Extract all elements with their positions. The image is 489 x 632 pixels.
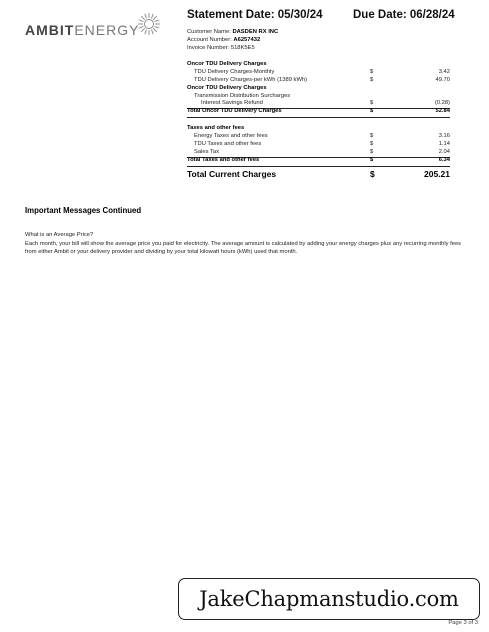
oncor-header-label: Oncor TDU Delivery Charges [187,61,267,67]
tax-amount: 3.16 [438,133,450,139]
grand-total-currency: $ [370,169,375,179]
ambit-energy-logo [25,12,165,40]
oncor-total-row [187,108,450,116]
oncor-header-label: Oncor TDU Delivery Charges [187,85,267,91]
tax-row [187,141,450,149]
messages-title: Important Messages Continued [25,206,142,215]
grand-total-amount: 205.21 [424,169,450,179]
starburst-icon [137,12,161,36]
tax-label: TDU Taxes and other fees [194,141,262,147]
average-price-question: What is an Average Price? [25,232,94,238]
tax-row [187,149,450,157]
charge-currency: $ [370,100,374,106]
tax-currency: $ [370,149,374,155]
charge-amount: 3.42 [438,69,450,75]
account-number-line [187,37,260,43]
grand-total-label: Total Current Charges [187,169,277,179]
total-label: Total Oncor TDU Delivery Charges [187,108,282,114]
account-number-label: Account Number: [187,37,232,43]
charge-label: TDU Delivery Charges-Monthly [194,69,275,75]
total-amount: 6.34 [438,157,450,163]
invoice-number-label: Invoice Number: [187,45,230,51]
oncor-section-header [187,61,450,69]
total-amount: 52.84 [435,108,450,114]
charge-label: TDU Delivery Charges-per kWh (1389 kWh) [194,77,308,83]
divider [187,166,450,167]
total-current-charges-row [187,169,450,181]
logo-wordmark [25,22,139,38]
logo-text-light: ENERGY [74,22,140,38]
charge-row [187,100,450,108]
taxes-header-label: Taxes and other fees [187,125,245,131]
transmission-label: Transmission Distribution Surcharges [194,93,291,99]
total-currency: $ [370,157,374,163]
watermark-text: JakeChapmanstudio.com [199,587,459,611]
tax-amount: 2.04 [438,149,450,155]
tax-label: Energy Taxes and other fees [194,133,268,139]
customer-name-label: Customer Name: [187,29,231,35]
taxes-section-header [187,125,450,133]
charge-currency: $ [370,77,374,83]
charge-currency: $ [370,69,374,75]
account-number-value: A6257432 [233,37,261,43]
due-date: Due Date: 06/28/24 [353,9,455,21]
taxes-total-row [187,157,450,165]
invoice-number-line [187,45,255,51]
tax-row [187,133,450,141]
customer-name-value: DASDEN RX INC [232,29,279,35]
statement-date: Statement Date: 05/30/24 [187,9,323,21]
oncor-section-header-2 [187,85,450,93]
total-label: Total Taxes and other fees [187,157,260,163]
total-currency: $ [370,108,374,114]
logo-text-bold: AMBIT [25,22,75,38]
charge-row [187,77,450,85]
page-number: Page 3 of 3 [448,620,478,626]
tax-currency: $ [370,141,374,147]
average-price-explanation: Each month, your bill will show the average price you paid for electricity. The average amount is calculated by adding your energy charges plus any recurring monthly fees from either Ambit or your delivery provider and dividing by your total kilowatt hours (kWh) used that month. [25,241,462,255]
tax-currency: $ [370,133,374,139]
charge-amount: 49.70 [435,77,450,83]
divider [187,117,450,118]
charge-row [187,69,450,77]
customer-name-line [187,29,278,35]
tax-amount: 1.14 [438,141,450,147]
charge-label: Interest Savings Refund [201,100,263,106]
invoice-number-value: 518K5E5 [230,45,255,51]
charge-amount: (0.28) [434,100,450,106]
studio-watermark [178,578,480,620]
tax-label: Sales Tax [194,149,220,155]
